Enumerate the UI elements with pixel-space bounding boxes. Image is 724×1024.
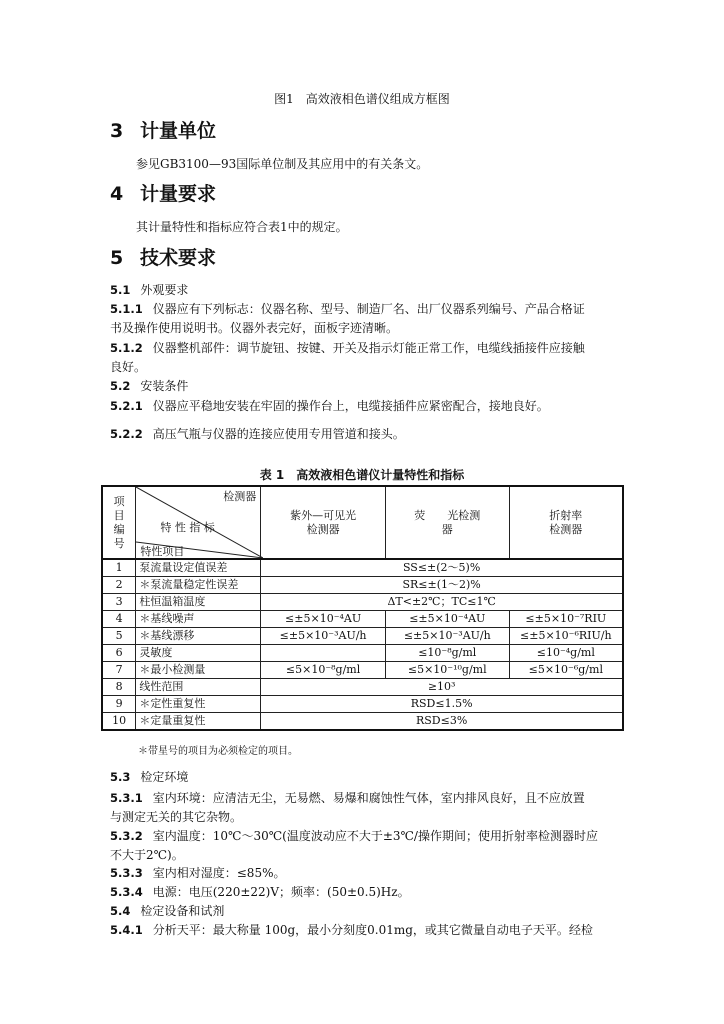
- row-item: ＊泵流量稳定性误差: [136, 577, 261, 594]
- header-fluorescence: 荧 光检测器: [385, 486, 509, 559]
- clause-5-2-2: 5.2.2 高压气瓶与仪器的连接应使用专用管道和接头。: [110, 427, 405, 441]
- table-title: 表 1 高效液相色谱仪计量特性和指标: [259, 468, 465, 482]
- row-number: 4: [102, 611, 136, 628]
- clause-5-1-1-cont: 书及操作使用说明书。仪器外表完好，面板字迹清晰。: [110, 321, 399, 335]
- clause-5-2: 5.2 安装条件: [110, 379, 189, 393]
- row-number: 1: [102, 559, 136, 577]
- table-row: [102, 679, 623, 696]
- clause-5-2-1: 5.2.1 仪器应平稳地安装在牢固的操作台上，电缆接插件应紧密配合，接地良好。: [110, 399, 549, 413]
- row-ri-value: ≤±5×10⁻⁶RIU/h: [509, 628, 623, 645]
- header-item: 特性项目: [140, 545, 185, 558]
- row-merged-value: SR≤±(1～2)%: [261, 577, 623, 594]
- section-3-text: 参见GB3100—93国际单位制及其应用中的有关条文。: [136, 157, 429, 171]
- section-4-text: 其计量特性和指标应符合表1中的规定。: [136, 220, 348, 234]
- header-diagonal-cell: [136, 486, 261, 559]
- spec-table: [101, 485, 624, 731]
- table-row: [102, 559, 623, 577]
- clause-5-4: 5.4 检定设备和试剂: [110, 904, 225, 918]
- table-row: [102, 645, 623, 662]
- table-row: [102, 577, 623, 594]
- row-item: ＊定性重复性: [136, 696, 261, 713]
- table-row: [102, 628, 623, 645]
- row-uv-value: ≤±5×10⁻⁴AU: [261, 611, 386, 628]
- table-header-row: [102, 486, 623, 559]
- clause-5-1: 5.1 外观要求: [110, 283, 189, 297]
- row-number: 3: [102, 594, 136, 611]
- section-4-heading: 4 计量要求: [110, 183, 217, 205]
- clause-5-1-1: 5.1.1 仪器应有下列标志：仪器名称、型号、制造厂名、出厂仪器系列编号、产品合格证: [110, 302, 585, 316]
- clause-5-3-3: 5.3.3 室内相对湿度：≤85%。: [110, 866, 286, 880]
- table-row: [102, 611, 623, 628]
- clause-5-1-2-cont: 良好。: [110, 360, 147, 374]
- spec-table-body: [102, 559, 623, 730]
- row-ri-value: ≤±5×10⁻⁷RIU: [509, 611, 623, 628]
- row-item: 柱恒温箱温度: [136, 594, 261, 611]
- row-merged-value: ΔT<±2℃；TC≤1℃: [261, 594, 623, 611]
- clause-5-3: 5.3 检定环境: [110, 770, 189, 784]
- row-fluor-value: ≤5×10⁻¹⁰g/ml: [385, 662, 509, 679]
- row-fluor-value: ≤10⁻⁸g/ml: [385, 645, 509, 662]
- row-merged-value: ≥10³: [261, 679, 623, 696]
- row-fluor-value: ≤±5×10⁻³AU/h: [385, 628, 509, 645]
- header-detector: 检测器: [223, 490, 257, 503]
- row-number: 10: [102, 713, 136, 731]
- row-number: 2: [102, 577, 136, 594]
- clause-5-3-4: 5.3.4 电源：电压(220±22)V；频率：(50±0.5)Hz。: [110, 885, 410, 899]
- clause-5-1-2: 5.1.2 仪器整机部件：调节旋钮、按键、开关及指示灯能正常工作，电缆线插接件应接触: [110, 341, 585, 355]
- row-ri-value: ≤5×10⁻⁶g/ml: [509, 662, 623, 679]
- clause-5-3-2-cont: 不大于2℃)。: [110, 848, 184, 862]
- clause-5-3-1-cont: 与测定无关的其它杂物。: [110, 810, 243, 824]
- row-number: 6: [102, 645, 136, 662]
- clause-5-3-1: 5.3.1 室内环境：应清洁无尘，无易燃、易爆和腐蚀性气体，室内排风良好，且不应放置: [110, 791, 585, 805]
- row-number: 5: [102, 628, 136, 645]
- row-item: 灵敏度: [136, 645, 261, 662]
- row-number: 7: [102, 662, 136, 679]
- row-item: ＊最小检测量: [136, 662, 261, 679]
- row-merged-value: SS≤±(2～5)%: [261, 559, 623, 577]
- table-row: [102, 713, 623, 731]
- clause-5-4-1: 5.4.1 分析天平：最大称量 100g，最小分刻度0.01mg，或其它微量自动电子天平。经检: [110, 923, 593, 937]
- header-ri: 折射率检测器: [509, 486, 623, 559]
- section-3-heading: 3 计量单位: [110, 120, 217, 142]
- table-row: [102, 594, 623, 611]
- row-fluor-value: ≤±5×10⁻⁴AU: [385, 611, 509, 628]
- row-uv-value: ≤±5×10⁻³AU/h: [261, 628, 386, 645]
- figure-caption: 图1 高效液相色谱仪组成方框图: [274, 92, 450, 106]
- row-number: 9: [102, 696, 136, 713]
- row-merged-value: RSD≤1.5%: [261, 696, 623, 713]
- row-ri-value: ≤10⁻⁴g/ml: [509, 645, 623, 662]
- row-uv-value: [261, 645, 386, 662]
- table-row: [102, 696, 623, 713]
- header-row-no: 项目编号: [102, 486, 136, 559]
- row-item: ＊定量重复性: [136, 713, 261, 731]
- row-item: ＊基线漂移: [136, 628, 261, 645]
- row-merged-value: RSD≤3%: [261, 713, 623, 731]
- clause-5-3-2: 5.3.2 室内温度：10℃～30℃(温度波动应不大于±3℃/操作期间；使用折射率检测器时应: [110, 829, 598, 843]
- row-item: 泵流量设定值误差: [136, 559, 261, 577]
- row-item: ＊基线噪声: [136, 611, 261, 628]
- table-row: [102, 662, 623, 679]
- header-uv-vis: 紫外—可见光检测器: [261, 486, 386, 559]
- row-item: 线性范围: [136, 679, 261, 696]
- header-spec: 特 性 指 标: [160, 521, 215, 534]
- row-uv-value: ≤5×10⁻⁸g/ml: [261, 662, 386, 679]
- row-number: 8: [102, 679, 136, 696]
- table-footnote: ＊带星号的项目为必须检定的项目。: [138, 746, 298, 757]
- section-5-heading: 5 技术要求: [110, 247, 217, 269]
